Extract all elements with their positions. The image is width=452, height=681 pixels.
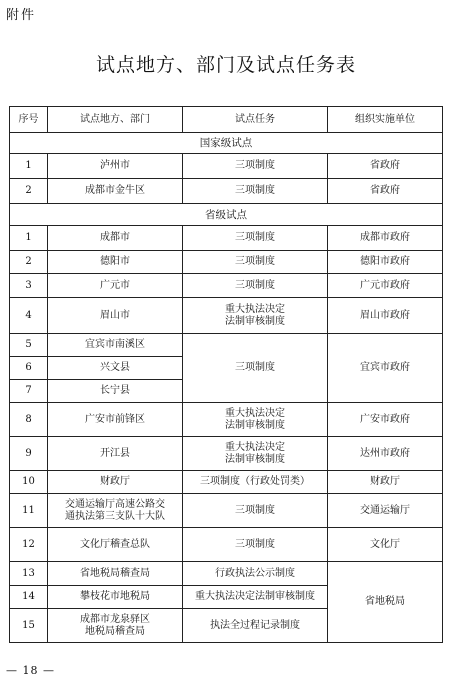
row-unit: 省政府 xyxy=(328,179,443,204)
task-line: 法制审核制度 xyxy=(225,315,285,327)
header-no: 序号 xyxy=(10,107,48,133)
row-task: 三项制度 xyxy=(183,528,328,562)
place-line: 交通运输厅高速公路交 xyxy=(65,498,165,510)
row-place: 广安市前锋区 xyxy=(48,403,183,437)
row-no: 3 xyxy=(10,274,48,298)
merged-unit-tax: 省地税局 xyxy=(328,562,443,643)
row-place: 攀枝花市地税局 xyxy=(48,586,183,609)
place-line: 成都市龙泉驿区 xyxy=(80,613,150,625)
task-line: 重大执法决定 xyxy=(225,407,285,419)
row-task: 三项制度（行政处罚类） xyxy=(183,471,328,494)
task-line: 法制审核制度 xyxy=(225,419,285,431)
row-task: 重大执法决定法制审核制度 xyxy=(183,586,328,609)
row-unit: 文化厅 xyxy=(328,528,443,562)
row-no: 4 xyxy=(10,298,48,334)
row-no: 6 xyxy=(10,357,48,380)
row-no: 13 xyxy=(10,562,48,586)
table-row xyxy=(10,251,443,274)
row-unit: 交通运输厅 xyxy=(328,494,443,528)
row-unit: 广安市政府 xyxy=(328,403,443,437)
row-place: 宜宾市南溪区 xyxy=(48,334,183,357)
place-line: 通执法第三支队十大队 xyxy=(65,510,165,522)
row-place: 开江县 xyxy=(48,437,183,471)
row-task: 三项制度 xyxy=(183,494,328,528)
row-task: 行政执法公示制度 xyxy=(183,562,328,586)
row-task: 三项制度 xyxy=(183,251,328,274)
table-row xyxy=(10,179,443,204)
section-row-provincial xyxy=(10,204,443,226)
section-provincial: 省级试点 xyxy=(10,204,443,226)
table-row xyxy=(10,298,443,334)
row-place: 成都市金牛区 xyxy=(48,179,183,204)
place-line: 地税局稽查局 xyxy=(85,625,145,637)
table-row xyxy=(10,528,443,562)
row-unit: 财政厅 xyxy=(328,471,443,494)
row-place xyxy=(48,494,183,528)
row-task: 三项制度 xyxy=(183,154,328,179)
row-unit: 省政府 xyxy=(328,154,443,179)
table-row xyxy=(10,154,443,179)
row-unit: 成都市政府 xyxy=(328,226,443,251)
row-place xyxy=(48,609,183,643)
row-place: 文化厅稽查总队 xyxy=(48,528,183,562)
table-row xyxy=(10,562,443,586)
table-row xyxy=(10,274,443,298)
row-no: 1 xyxy=(10,154,48,179)
section-row-national xyxy=(10,133,443,154)
row-no: 7 xyxy=(10,380,48,403)
merged-task-yibin: 三项制度 xyxy=(183,334,328,403)
row-task: 三项制度 xyxy=(183,226,328,251)
row-task: 执法全过程记录制度 xyxy=(183,609,328,643)
task-line: 法制审核制度 xyxy=(225,453,285,465)
header-row xyxy=(10,107,443,133)
row-place: 省地税局稽查局 xyxy=(48,562,183,586)
row-no: 2 xyxy=(10,179,48,204)
page-number: — 18 — xyxy=(6,664,55,677)
table-row xyxy=(10,437,443,471)
row-no: 12 xyxy=(10,528,48,562)
row-no: 1 xyxy=(10,226,48,251)
row-unit: 眉山市政府 xyxy=(328,298,443,334)
row-unit: 广元市政府 xyxy=(328,274,443,298)
row-task xyxy=(183,298,328,334)
row-unit: 达州市政府 xyxy=(328,437,443,471)
header-unit: 组织实施单位 xyxy=(328,107,443,133)
row-task xyxy=(183,403,328,437)
task-line: 重大执法决定 xyxy=(225,303,285,315)
row-no: 8 xyxy=(10,403,48,437)
row-no: 11 xyxy=(10,494,48,528)
table-row xyxy=(10,494,443,528)
row-place: 成都市 xyxy=(48,226,183,251)
table-row xyxy=(10,403,443,437)
row-place: 德阳市 xyxy=(48,251,183,274)
row-no: 9 xyxy=(10,437,48,471)
row-task: 三项制度 xyxy=(183,274,328,298)
row-place: 广元市 xyxy=(48,274,183,298)
row-task: 三项制度 xyxy=(183,179,328,204)
row-no: 15 xyxy=(10,609,48,643)
row-no: 2 xyxy=(10,251,48,274)
table-row xyxy=(10,334,443,357)
table-row xyxy=(10,471,443,494)
merged-unit-yibin: 宜宾市政府 xyxy=(328,334,443,403)
task-line: 重大执法决定 xyxy=(225,441,285,453)
row-task xyxy=(183,437,328,471)
row-place: 泸州市 xyxy=(48,154,183,179)
table-row xyxy=(10,226,443,251)
row-place: 财政厅 xyxy=(48,471,183,494)
row-no: 10 xyxy=(10,471,48,494)
row-no: 14 xyxy=(10,586,48,609)
page-title: 试点地方、部门及试点任务表 xyxy=(95,54,356,76)
pilot-table xyxy=(9,106,443,643)
row-place: 长宁县 xyxy=(48,380,183,403)
header-place: 试点地方、部门 xyxy=(48,107,183,133)
row-place: 眉山市 xyxy=(48,298,183,334)
row-no: 5 xyxy=(10,334,48,357)
header-task: 试点任务 xyxy=(183,107,328,133)
attachment-label: 附件 xyxy=(6,8,37,23)
row-place: 兴文县 xyxy=(48,357,183,380)
section-national: 国家级试点 xyxy=(10,133,443,154)
row-unit: 德阳市政府 xyxy=(328,251,443,274)
